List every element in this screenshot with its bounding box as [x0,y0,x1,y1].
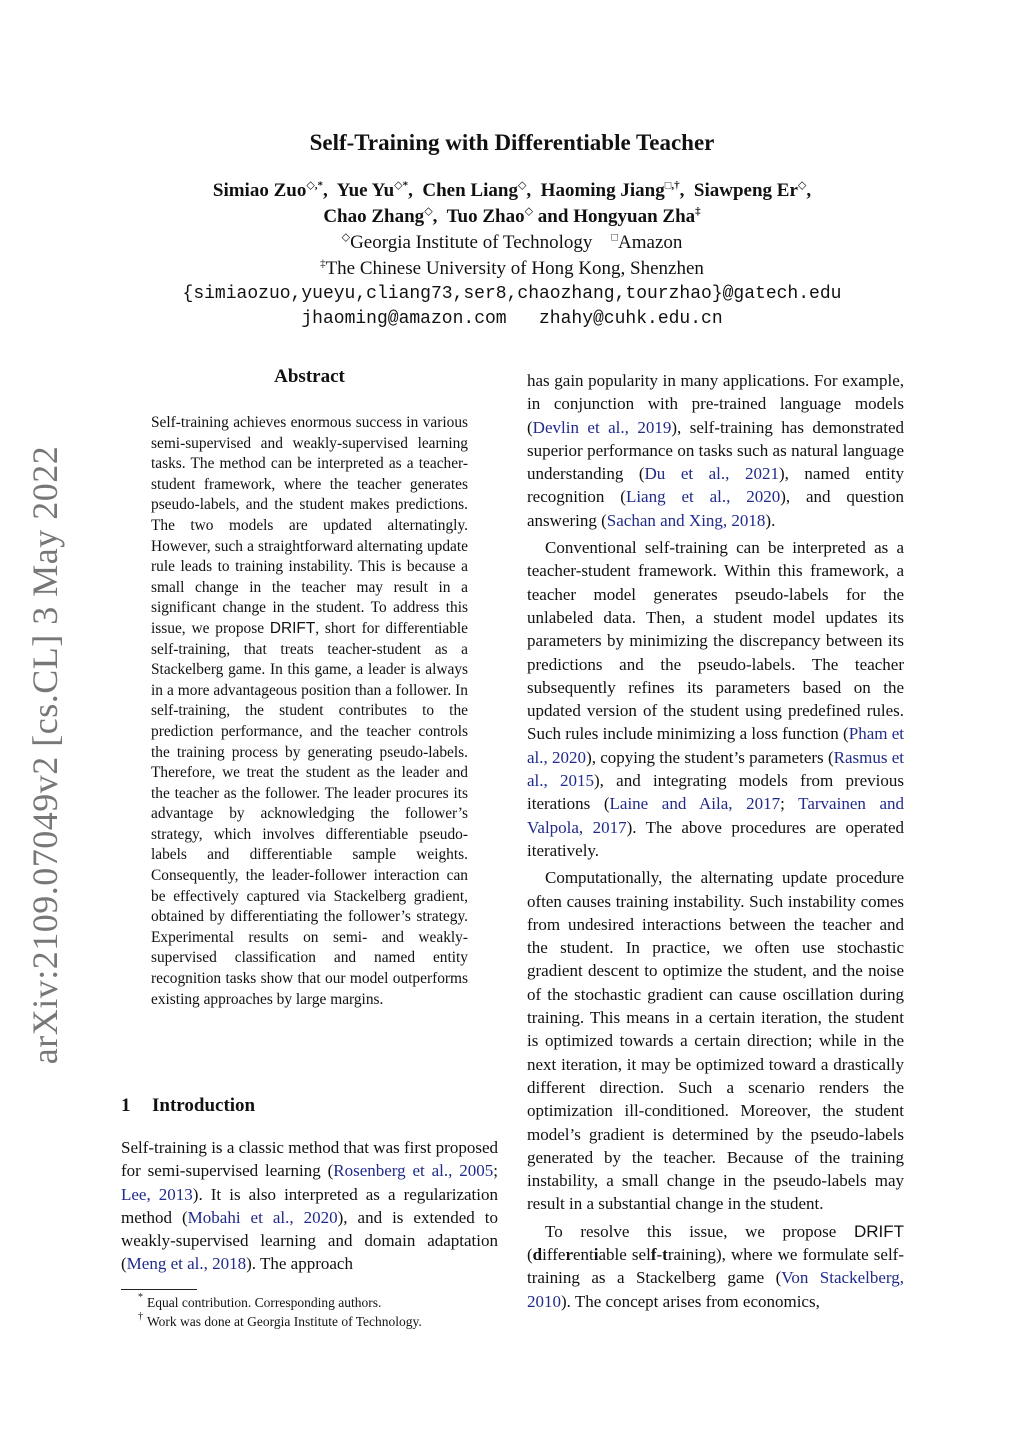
author-name: Siawpeng Er [693,180,798,201]
citation-link[interactable]: Lee, 2013 [121,1184,193,1204]
footnote-rule [121,1289,197,1290]
method-name: DRIFT [853,1221,904,1241]
author-block [0,178,1024,332]
author-name: Hongyuan Zha [573,206,696,227]
section-title: Introduction [152,1095,256,1116]
author-name: Yue Yu [336,180,395,201]
affiliation-mark: ‡ [320,257,326,270]
citation-link[interactable]: Sachan and Xing, 2018 [606,510,766,530]
author-name: Simiao Zuo [212,180,307,201]
affiliation-line-2 [0,256,1024,282]
citation-link[interactable]: Mobahi et al., 2020 [187,1207,338,1227]
email: jhaoming@amazon.com [301,309,507,329]
author-mark: ‡ [695,205,701,218]
paragraph: has gain popularity in many applications. For example, in conjunction with pre-trained language models (Devlin et al., 2019), self-training has demonstrated superior performance on tasks such as natural language understanding (Du et al., 2021), named entity recognition (Liang et al., 2020), and question answering (Sachan and Xing, 2018). [527,371,904,530]
affiliation-line-1 [0,230,1024,256]
citation-link[interactable]: Von Stackelberg, 2010 [527,1268,904,1311]
footnote: † Work was done at Georgia Institute of Technology. [138,1311,422,1329]
citation-link[interactable]: Pham et al., 2020 [527,724,905,767]
footnotes [138,1292,507,1331]
email: zhahy@cuhk.edu.cn [539,309,723,329]
citation-link[interactable]: Du et al., 2021 [644,464,779,484]
affiliation: Amazon [618,232,683,253]
citation-link[interactable]: Tarvainen and Valpola, 2017 [527,794,904,837]
author-name: Chen Liang [422,180,518,201]
affiliation-mark: □ [611,231,619,244]
author-and: and [537,206,569,227]
right-column [527,369,904,1313]
author-mark: □,† [664,179,680,192]
section-number: 1 [121,1095,131,1116]
method-name: DRIFT [269,619,316,637]
author-mark: ◇ [797,179,807,192]
affiliation-mark: ◇ [341,231,351,244]
email-line-2 [0,307,1024,332]
paper-title: Self-Training with Differentiable Teacher [309,130,715,155]
author-mark: ◇ [517,179,527,192]
section-heading [121,1095,255,1117]
paragraph: Computationally, the alternating update procedure often causes training instability. Such instability comes from undesired interactions between the teacher and the student. In practice, we often use stochastic gradient descent to optimize the student, and the noise of the stochastic gradient can cause oscillation during training. This means in a certain iteration, the student is optimized towards a certain direction; while in the next iteration, it may be optimized toward a drastically different direction. Such a scenario renders the optimization ill-conditioned. Moreover, the student model’s gradient is determined by the pseudo-labels generated by the teacher. Because of the training instability, a small change in the pseudo-labels may result in a substantial change in the student. [527,868,904,1214]
footnote: * Equal contribution. Corresponding authors. [138,1292,382,1310]
arxiv-id: arXiv:2109.07049v2 [cs.CL] 3 May 2022 [25,445,65,1065]
citation-link[interactable]: Laine and Aila, 2017 [609,794,781,814]
author-line-1: Simiao Zuo◇,*, Yue Yu◇*, Chen Liang◇, Haoming Jiang□,†, Siawpeng Er◇, [212,179,812,201]
author-name: Chao Zhang [323,206,425,227]
paragraph: Conventional self-training can be interpreted as a teacher-student framework. Within this framework, a teacher model generates pseudo-labels for the unlabeled data. Then, a student model updates its parameters by minimizing the discrepancy between its predictions and the pseudo-labels. The teacher subsequently refines its parameters based on the updated version of the student using predefined rules. Such rules include minimizing a loss function (Pham et al., 2020), copying the student’s parameters (Rasmus et al., 2015), and integrating models from previous iterations (Laine and Aila, 2017; Tarvainen and Valpola, 2017). The above procedures are operated iteratively. [527,538,905,860]
citation-link[interactable]: Devlin et al., 2019 [532,417,672,437]
paragraph: To resolve this issue, we propose DRIFT (differentiable self-training), where we formulate self-training as a Stackelberg game (Von Stackelberg, 2010). The concept arises from economics, [527,1221,904,1311]
intro-paragraph: Self-training is a classic method that was first proposed for semi-supervised learning (Rosenberg et al., 2005; Lee, 2013). It is also interpreted as a regularization method (Mobahi et al., 2020), and is extended to weakly-supervised learning and domain adaptation (Meng et al., 2018). The approach [121,1138,499,1274]
affiliation: Georgia Institute of Technology [350,232,593,253]
citation-link[interactable]: Rasmus et al., 2015 [527,747,905,791]
author-mark: ◇ [424,205,433,218]
author-mark: ◇ [524,205,534,218]
author-mark: ◇* [394,179,409,192]
email-line-1: {simiaozuo,yueyu,cliang73,ser8,chaozhang,tourzhao}@gatech.edu [182,284,842,304]
author-mark: ◇,* [306,179,324,192]
author-line-2: Chao Zhang◇, Tuo Zhao◇ and Hongyuan Zha‡ [323,205,701,227]
affiliation: The Chinese University of Hong Kong, Shenzhen [325,258,704,279]
author-name: Haoming Jiang [540,180,665,201]
abstract-body: Self-training achieves enormous success in various semi-supervised and weakly-supervised learning tasks. The method can be interpreted as a teacher-student framework, where the teacher generates pseudo-labels, and the student makes predictions. The two models are updated alternatingly. However, such a straightforward alternating update rule leads to training instability. This is because a small change in the teacher may result in a significant change in the student. To address this issue, we propose DRIFT, short for differentiable self-training, that treats teacher-student as a Stackelberg game. In this game, a leader is always in a more advantageous position than a follower. In self-training, the student contributes to the prediction performance, and the teacher controls the training process by generating pseudo-labels. Therefore, we treat the student as the leader and the teacher as the follower. The leader procures its advantage by acknowledging the follower’s strategy, which involves differentiable pseudo-labels and differentiable sample weights. Consequently, the leader-follower interaction can be effectively captured via Stackelberg gradient, obtained by differentiating the follower’s strategy. Experimental results on semi- and weakly-supervised classification and named entity recognition tasks show that our model outperforms existing approaches by large margins. [151,414,468,1008]
citation-link[interactable]: Rosenberg et al., 2005 [333,1161,494,1181]
citation-link[interactable]: Meng et al., 2018 [126,1254,247,1274]
abstract-heading: Abstract [274,366,345,387]
arxiv-stamp [20,445,70,1065]
author-name: Tuo Zhao [446,206,525,227]
citation-link[interactable]: Liang et al., 2020 [625,487,781,507]
